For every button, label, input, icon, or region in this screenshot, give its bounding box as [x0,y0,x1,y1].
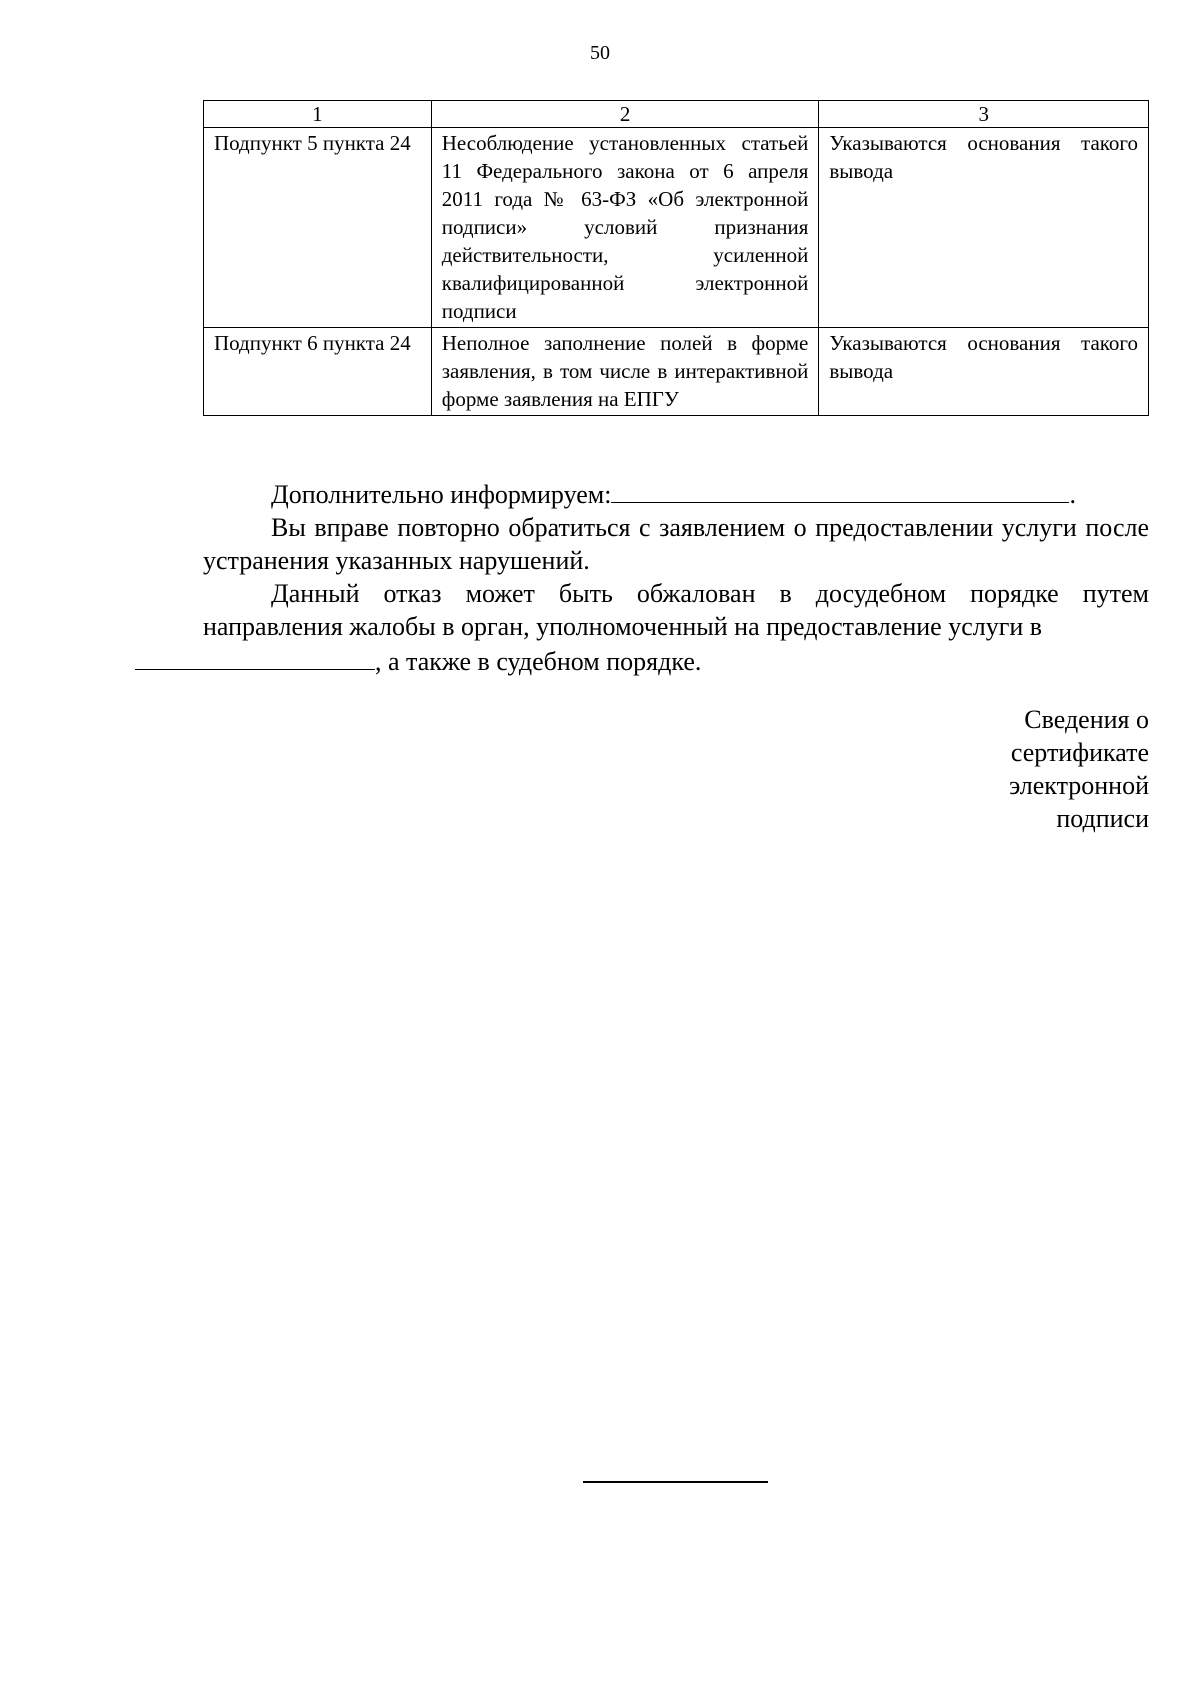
signature-line: сертификате [1010,738,1149,767]
fill-in-blank [135,643,375,670]
signature-line: электронной [1009,771,1149,800]
table-header-row [204,101,1149,128]
reason-cell: Несоблюдение установленных статьей 11 Федерального закона от 6 апреля 2011 года № 63-ФЗ «Об электронной подписи» условий признания действительности, усиленной квалифицированной электронной подписи [431,128,819,328]
appeal-text-end: , а также в судебном порядке. [375,647,702,676]
additional-info-label: Дополнительно информируем: [271,480,612,509]
reason-cell: Неполное заполнение полей в форме заявления, в том числе в интерактивной форме заявления на ЕПГУ [431,328,819,416]
column-header: 3 [819,101,1149,128]
notice-text [203,476,1149,678]
explanation-cell: Указываются основания такого вывода [819,128,1149,328]
explanation-cell: Указываются основания такого вывода [819,328,1149,416]
refusal-grounds-table [203,100,1149,416]
table-row [204,328,1149,416]
fill-in-blank [611,476,1069,503]
page-number: 50 [590,42,610,64]
column-header: 1 [204,101,432,128]
additional-info-end: . [1069,480,1076,509]
column-header: 2 [431,101,819,128]
signature-block [849,703,1149,835]
additional-info-paragraph [203,476,1149,511]
ground-cell: Подпункт 6 пункта 24 [204,328,432,416]
signature-line: подписи [1056,804,1149,833]
end-of-document-rule [583,1481,768,1483]
ground-cell: Подпункт 5 пункта 24 [204,128,432,328]
appeal-paragraph [203,577,1149,678]
signature-line: Сведения о [1024,705,1149,734]
table-row [204,128,1149,328]
reapply-paragraph: Вы вправе повторно обратиться с заявлением о предоставлении услуги после устранения указанных нарушений. [203,513,1149,575]
appeal-text: Данный отказ может быть обжалован в досудебном порядке путем направления жалобы в орган, уполномоченный на предоставление услуги в [203,579,1149,641]
